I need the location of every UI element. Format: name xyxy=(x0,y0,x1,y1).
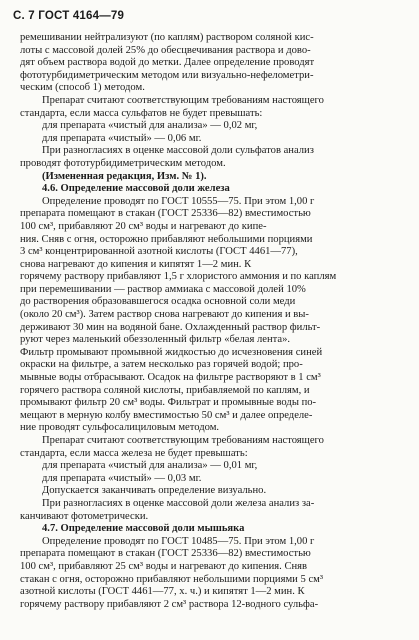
document-body xyxy=(20,32,406,611)
text-line: мывные воды отбрасывают. Осадок на фильтре растворяют в 1 см³ xyxy=(20,372,321,384)
text-line: Препарат считают соответствующим требованиям настоящего xyxy=(42,435,324,446)
text-line: ния. Сняв с огня, осторожно прибавляют небольшими порциями xyxy=(20,233,313,245)
text-line: фототурбидиметрическим методом или визуально-нефелометри- xyxy=(20,69,314,81)
text-line: Препарат считают соответствующим требованиям настоящего xyxy=(42,94,324,106)
text-line: (около 20 см³). Затем раствор снова нагревают до кипения и вы- xyxy=(20,309,309,321)
text-line: держивают 30 мин на водяной бане. Охлажденный раствор фильт- xyxy=(20,321,321,333)
text-line: Определение проводят по ГОСТ 10485—75. При этом 1,00 г xyxy=(42,535,315,547)
text-line: для препарата «чистый для анализа» — 0,02 мг, xyxy=(42,120,258,132)
text-line: горячему раствору прибавляют 1,5 г хлористого аммония и по каплям xyxy=(20,271,337,283)
text-line: Допускается заканчивать определение визуально. xyxy=(42,485,267,497)
section-heading-4-7: 4.7. Определение массовой доли мышьяка xyxy=(42,523,245,535)
text-line: препарата помещают в стакан (ГОСТ 25336—82) вместимостью xyxy=(20,208,311,220)
text-line: Определение проводят по ГОСТ 10555—75. При этом 1,00 г xyxy=(42,195,315,207)
text-line: для препарата «чистый» — 0,06 мг. xyxy=(42,132,202,144)
text-line: стандарта, если масса железа не будет превышать: xyxy=(20,447,248,459)
text-line: для препарата «чистый» — 0,03 мг. xyxy=(42,472,202,484)
text-line: до растворения образовавшегося осадка основной соли меди xyxy=(20,296,296,308)
text-line: снова нагревают до кипения и кипятят 1—2 мин. К xyxy=(20,258,252,270)
text-line: проводят фототурбидиметрическим методом. xyxy=(20,157,226,169)
text-line: горячему раствору прибавляют 2 см³ раствора 12-водного сульфа- xyxy=(20,598,319,610)
text-line: При разногласиях в оценке массовой доли сульфатов анализ xyxy=(42,145,314,157)
text-line: азотной кислоты (ГОСТ 4461—77, х. ч.) и кипятят 1—2 мин. К xyxy=(20,586,305,598)
text-line: для препарата «чистый для анализа» — 0,01 мг, xyxy=(42,460,258,472)
amendment-note: (Измененная редакция, Изм. № 1). xyxy=(42,170,207,182)
text-line: ческим (способ 1) методом. xyxy=(20,82,145,94)
text-line: лоты с массовой долей 25% до обесцвечивания раствора и дово- xyxy=(20,44,311,56)
text-line: 100 см³, прибавляют 20 см³ воды и нагревают до кипе- xyxy=(20,220,267,232)
text-line: стакан с огня, осторожно прибавляют небольшими порциями 5 см³ xyxy=(20,573,324,585)
text-line: стандарта, если масса сульфатов не будет превышать: xyxy=(20,107,263,119)
text-line: горячего раствора соляной кислоты, прибавляемой по каплям, и xyxy=(20,384,310,396)
page-header: С. 7 ГОСТ 4164—79 xyxy=(13,10,125,22)
text-line: препарата помещают в стакан (ГОСТ 25336—82) вместимостью xyxy=(20,548,311,560)
text-line: 3 см³ концентрированной азотной кислоты (ГОСТ 4461—77), xyxy=(20,246,298,258)
text-line: ние проводят сульфосалициловым методом. xyxy=(20,422,220,434)
text-line: при перемешивании — раствор аммиака с массовой долей 10% xyxy=(20,283,306,295)
text-line: ремешивании нейтрализуют (по каплям) раствором соляной кис- xyxy=(20,32,314,43)
text-line: мещают в мерную колбу вместимостью 50 см³ и далее определе- xyxy=(20,409,313,421)
text-line: 100 см³, прибавляют 25 см³ воды и нагревают до кипения. Сняв xyxy=(20,560,308,572)
text-line: руют через маленький обеззоленный фильтр «белая лента». xyxy=(20,334,291,346)
text-line: канчивают фотометрически. xyxy=(20,510,149,522)
text-line: Фильтр промывают промывной жидкостью до исчезновения синей xyxy=(20,346,323,358)
text-line: окраски на фильтре, а затем несколько раз горячей водой; про- xyxy=(20,359,303,371)
section-heading-4-6: 4.6. Определение массовой доли железа xyxy=(42,183,230,195)
text-line: промывают фильтр 20 см³ воды. Фильтрат и промывные воды по- xyxy=(20,397,317,409)
text-line: дят объем раствора водой до метки. Далее определение проводят xyxy=(20,57,315,69)
text-line: При разногласиях в оценке массовой доли железа анализ за- xyxy=(42,497,315,509)
